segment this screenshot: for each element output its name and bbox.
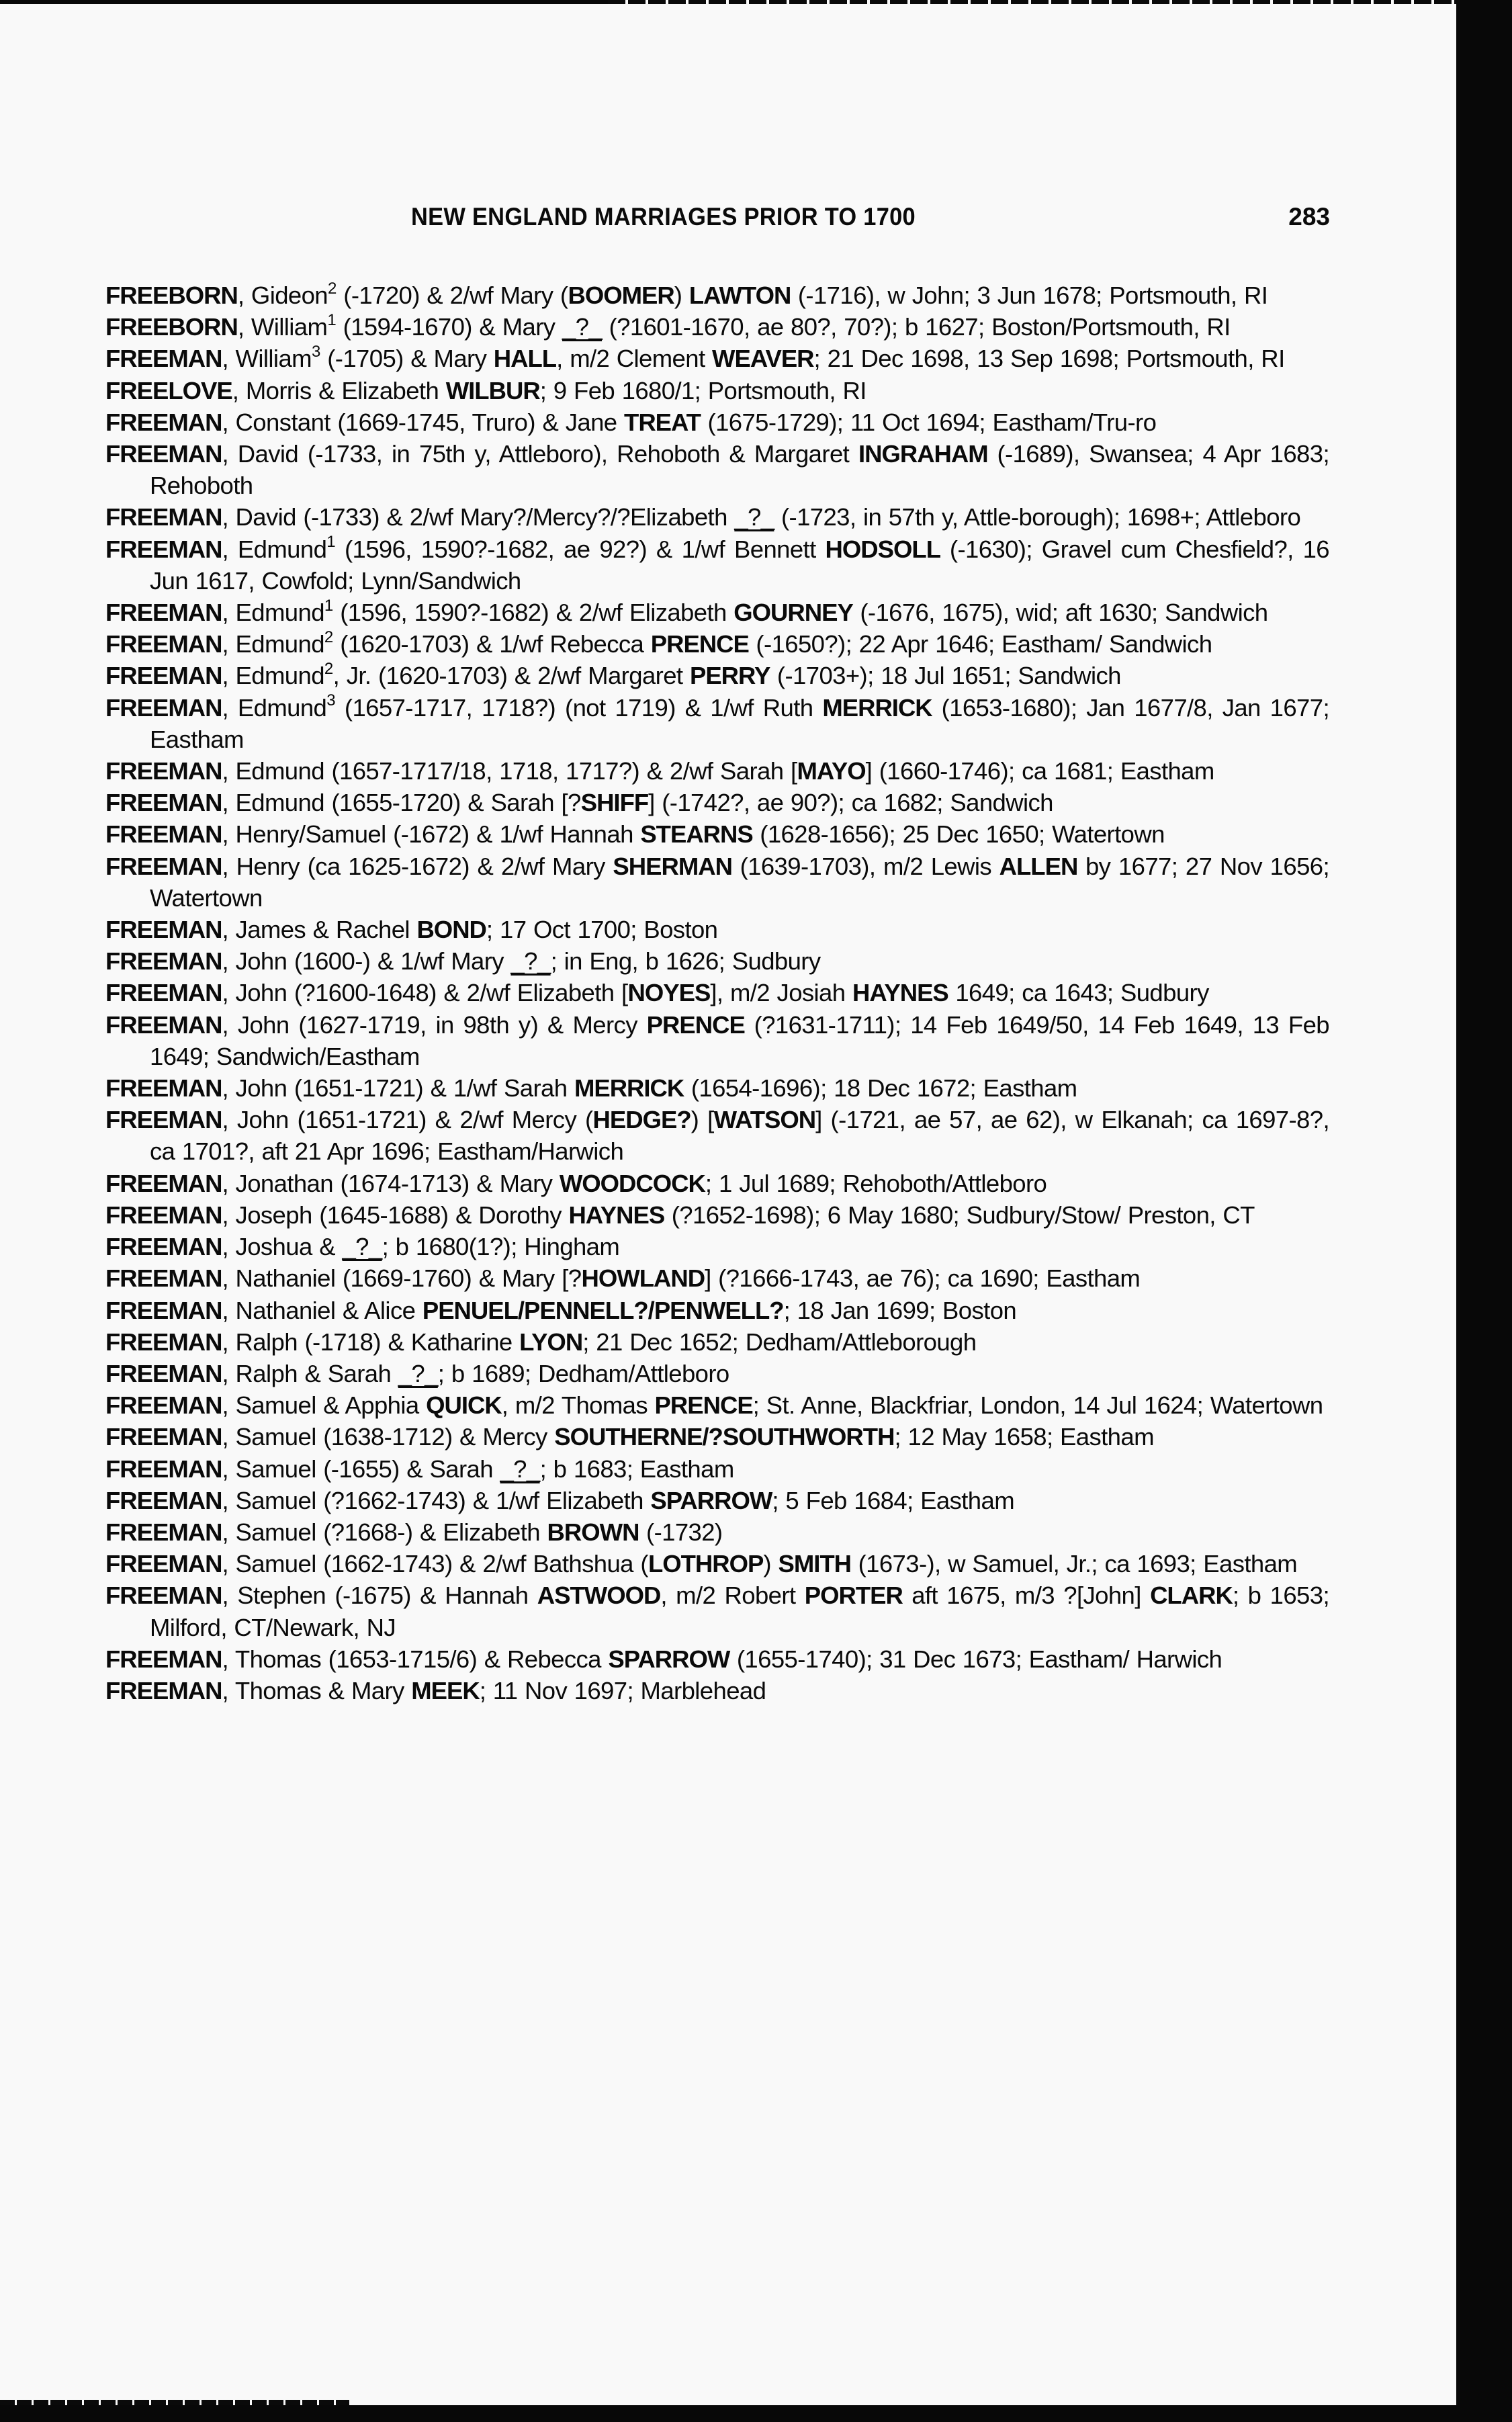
entry-text: ], m/2 Josiah xyxy=(710,979,853,1007)
spouse-surname: SPARROW xyxy=(650,1486,772,1514)
scan-top-edge xyxy=(608,0,1456,4)
generation-number: 2 xyxy=(324,660,333,679)
entry-surname: FREEMAN xyxy=(105,1169,222,1197)
entry-text: , James & Rachel xyxy=(222,916,417,944)
entry-surname: FREEBORN xyxy=(105,282,238,309)
entry-text: ) xyxy=(763,1550,779,1578)
entry-text: ; 9 Feb 1680/1; Portsmouth, RI xyxy=(539,376,866,404)
entry-surname: FREEMAN xyxy=(105,1201,222,1229)
entry-text: (1675-1729); 11 Oct 1694; Eastham/Tru-ro xyxy=(700,408,1157,436)
entry-surname: FREEMAN xyxy=(105,1455,222,1483)
generation-number: 1 xyxy=(326,533,336,552)
entry-surname: FREEMAN xyxy=(105,1518,222,1546)
entry-surname: FREEMAN xyxy=(105,345,222,373)
entry-text: , m/2 Robert xyxy=(660,1582,805,1610)
marriage-entry xyxy=(105,597,1329,628)
marriage-entry xyxy=(105,1421,1329,1453)
entry-surname: FREEMAN xyxy=(105,916,222,944)
entry-text: ; 5 Feb 1684; Eastham xyxy=(772,1486,1015,1514)
entry-text: , Nathaniel & Alice xyxy=(222,1296,423,1324)
entry-surname: FREEMAN xyxy=(105,1391,222,1420)
spouse-surname: LAWTON xyxy=(688,282,791,309)
entry-text: (-1732) xyxy=(639,1518,723,1546)
spouse-surname: WATSON xyxy=(713,1106,816,1134)
spouse-surname: MAYO xyxy=(797,757,866,785)
marriage-entry xyxy=(105,755,1329,787)
entry-text: , John (1600-) & 1/wf Mary xyxy=(222,947,511,976)
entry-text: ) [ xyxy=(691,1106,714,1134)
generation-number: 3 xyxy=(311,343,320,361)
entry-surname: FREEMAN xyxy=(105,1264,222,1293)
spouse-surname: GOURNEY xyxy=(733,599,853,627)
marriage-entry xyxy=(105,851,1329,914)
scan-bottom-edge xyxy=(0,2400,349,2405)
marriage-entry xyxy=(105,1072,1329,1104)
marriage-entry xyxy=(105,375,1329,406)
marriage-entry xyxy=(105,501,1329,533)
generation-number: 3 xyxy=(326,691,336,710)
entry-text: (1620-1703) & 1/wf Rebecca xyxy=(332,630,651,658)
entry-text: ; b 1680(1?); Hingham xyxy=(382,1233,620,1261)
entry-text: (1655-1740); 31 Dec 1673; Eastham/ Harwich xyxy=(729,1645,1222,1673)
entry-text: ; in Eng, b 1626; Sudbury xyxy=(550,947,821,976)
entry-text: (-1705) & Mary xyxy=(320,345,494,373)
entry-surname: FREEMAN xyxy=(105,599,222,627)
marriage-entry xyxy=(105,279,1329,311)
entry-text: ] (?1666-1743, ae 76); ca 1690; Eastham xyxy=(705,1264,1141,1293)
entry-text: , Henry (ca 1625-1672) & 2/wf Mary xyxy=(222,852,613,880)
marriage-entry xyxy=(105,1104,1329,1167)
entry-text: (-1723, in 57th y, Attle-borough); 1698+; Attleboro xyxy=(774,503,1301,531)
entry-surname: FREEMAN xyxy=(105,852,222,880)
entry-surname: FREEMAN xyxy=(105,408,222,436)
spouse-surname: MEEK xyxy=(411,1676,480,1704)
running-head xyxy=(105,203,1330,236)
entry-text: (-1676, 1675), wid; aft 1630; Sandwich xyxy=(852,599,1268,627)
entry-text: , Jr. (1620-1703) & 2/wf Margaret xyxy=(332,662,690,690)
entry-text: (-1716), w John; 3 Jun 1678; Portsmouth, RI xyxy=(791,282,1268,309)
entry-text: (1657-1717, 1718?) (not 1719) & 1/wf Ruth xyxy=(335,693,823,722)
marriage-entry xyxy=(105,343,1329,374)
marriage-entry xyxy=(105,1485,1329,1516)
spouse-surname: PENUEL/PENNELL?/PENWELL? xyxy=(422,1296,784,1324)
entry-text: (-1703+); 18 Jul 1651; Sandwich xyxy=(770,662,1121,690)
entry-text: ; 12 May 1658; Eastham xyxy=(894,1423,1154,1451)
spouse-surname: WOODCOCK xyxy=(559,1169,705,1197)
entry-text: , Edmund xyxy=(222,693,327,722)
spouse-surname: PRENCE xyxy=(654,1391,753,1420)
entry-text: , William xyxy=(222,345,312,373)
generation-number: 1 xyxy=(324,596,333,615)
entry-text: (-1650?); 22 Apr 1646; Eastham/ Sandwich xyxy=(748,630,1212,658)
entry-text: , William xyxy=(237,313,328,341)
spouse-surname: HALL xyxy=(493,345,557,373)
spouse-surname: PRENCE xyxy=(646,1010,745,1039)
entry-text: (1628-1656); 25 Dec 1650; Watertown xyxy=(752,820,1165,849)
entry-text: , Ralph (-1718) & Katharine xyxy=(222,1328,520,1356)
entry-text: , Constant (1669-1745, Truro) & Jane xyxy=(222,408,625,436)
spouse-surname: LOTHROP xyxy=(648,1550,764,1578)
entry-text: , Samuel (1662-1743) & 2/wf Bathshua ( xyxy=(222,1550,648,1578)
entry-text: ; 18 Jan 1699; Boston xyxy=(783,1296,1017,1324)
running-title: NEW ENGLAND MARRIAGES PRIOR TO 1700 xyxy=(411,203,916,230)
entry-surname: FREEMAN xyxy=(105,1010,222,1039)
entry-text: ; b 1653; Milford, CT/Newark, NJ xyxy=(150,1582,1329,1641)
entry-surname: FREEMAN xyxy=(105,789,222,817)
entry-text: , John (?1600-1648) & 2/wf Elizabeth [ xyxy=(222,979,628,1007)
entry-surname: FREEMAN xyxy=(105,535,222,563)
entry-text: , John (1651-1721) & 2/wf Mercy ( xyxy=(222,1106,593,1134)
unknown-surname-blank: _?_ xyxy=(500,1455,540,1483)
entry-text: , David (-1733, in 75th y, Attleboro), Rehoboth & Margaret xyxy=(222,440,858,468)
entry-text: , Ralph & Sarah xyxy=(222,1359,398,1387)
marriage-entry xyxy=(105,1262,1329,1294)
marriage-entry xyxy=(105,1009,1329,1072)
spouse-surname: LYON xyxy=(519,1328,583,1356)
entry-text: , Edmund xyxy=(222,599,324,627)
entry-text: (-1630); Gravel cum Chesfield?, 16 Jun 1617, Cowfold; Lynn/Sandwich xyxy=(150,535,1329,595)
unknown-surname-blank: _?_ xyxy=(510,947,551,976)
entry-text: ] (-1721, ae 57, ae 62), w Elkanah; ca 1697-8?, ca 1701?, aft 21 Apr 1696; Eastham/Harwich xyxy=(150,1106,1329,1166)
spouse-surname: BOOMER xyxy=(568,282,674,309)
marriage-entry xyxy=(105,914,1329,945)
entry-text: (-1720) & 2/wf Mary ( xyxy=(336,282,568,309)
entry-surname: FREEMAN xyxy=(105,440,222,468)
generation-number: 1 xyxy=(327,311,337,330)
marriage-entry xyxy=(105,660,1329,691)
entry-text: , John (1627-1719, in 98th y) & Mercy xyxy=(222,1010,647,1039)
marriage-entry xyxy=(105,787,1329,818)
spouse-surname: PRENCE xyxy=(650,630,749,658)
entry-surname: FREEMAN xyxy=(105,947,222,976)
entry-surname: FREEMAN xyxy=(105,820,222,849)
entry-text: (1654-1696); 18 Dec 1672; Eastham xyxy=(684,1074,1077,1102)
spouse-surname: WEAVER xyxy=(712,345,814,373)
spouse-surname: PERRY xyxy=(689,662,770,690)
spouse-surname: HEDGE? xyxy=(592,1106,691,1134)
unknown-surname-blank: _?_ xyxy=(562,313,603,341)
book-page xyxy=(0,4,1456,2405)
entry-surname: FREEMAN xyxy=(105,1328,222,1356)
entry-text: ; 1 Jul 1689; Rehoboth/Attleboro xyxy=(705,1169,1047,1197)
entry-text: , Henry/Samuel (-1672) & 1/wf Hannah xyxy=(222,820,641,849)
spouse-surname: ALLEN xyxy=(999,852,1078,880)
spouse-surname: INGRAHAM xyxy=(858,440,988,468)
marriage-entry xyxy=(105,1168,1329,1199)
entry-text: aft 1675, m/3 ?[John] xyxy=(902,1582,1151,1610)
spouse-surname: SPARROW xyxy=(608,1645,730,1673)
entry-surname: FREEBORN xyxy=(105,313,238,341)
spouse-surname: BOND xyxy=(416,916,486,944)
entry-text: (1673-), w Samuel, Jr.; ca 1693; Eastham xyxy=(851,1550,1298,1578)
spouse-surname: WILBUR xyxy=(445,376,540,404)
entry-text: ; b 1683; Eastham xyxy=(539,1455,734,1483)
entry-surname: FREEMAN xyxy=(105,1423,222,1451)
generation-number: 2 xyxy=(324,628,333,647)
entry-text: , Samuel (?1668-) & Elizabeth xyxy=(222,1518,547,1546)
entry-text: , Joshua & xyxy=(222,1233,343,1261)
marriage-entry xyxy=(105,438,1329,501)
marriage-entry xyxy=(105,406,1329,438)
spouse-surname: NOYES xyxy=(627,979,711,1007)
spouse-surname: PORTER xyxy=(804,1582,903,1610)
marriage-entry xyxy=(105,1295,1329,1326)
marriage-entry xyxy=(105,1675,1329,1706)
entry-surname: FREEMAN xyxy=(105,693,222,722)
entry-surname: FREEMAN xyxy=(105,1359,222,1387)
page-number: 283 xyxy=(1288,203,1330,230)
entry-surname: FREEMAN xyxy=(105,757,222,785)
entry-text: ; 17 Oct 1700; Boston xyxy=(486,916,718,944)
entry-text: ] (-1742?, ae 90?); ca 1682; Sandwich xyxy=(648,789,1053,817)
spouse-surname: SOUTHERNE/?SOUTHWORTH xyxy=(554,1423,895,1451)
entry-text: (1596, 1590?-1682) & 2/wf Elizabeth xyxy=(332,599,734,627)
entry-surname: FREEMAN xyxy=(105,1676,222,1704)
marriage-entry xyxy=(105,1358,1329,1389)
spouse-surname: SHIFF xyxy=(580,789,649,817)
marriage-entry xyxy=(105,1231,1329,1262)
entry-text: (?1631-1711); 14 Feb 1649/50, 14 Feb 1649, 13 Feb 1649; Sandwich/Eastham xyxy=(150,1010,1329,1070)
marriage-entry xyxy=(105,1548,1329,1580)
entry-surname: FREEMAN xyxy=(105,1233,222,1261)
entry-surname: FREEMAN xyxy=(105,503,222,531)
entry-text: , Samuel (?1662-1743) & 1/wf Elizabeth xyxy=(222,1486,651,1514)
entry-text: ; 21 Dec 1698, 13 Sep 1698; Portsmouth, RI xyxy=(813,345,1285,373)
marriage-entry xyxy=(105,1326,1329,1358)
entry-text: ; 21 Dec 1652; Dedham/Attleborough xyxy=(582,1328,977,1356)
spouse-surname: HAYNES xyxy=(852,979,948,1007)
unknown-surname-blank: _?_ xyxy=(734,503,774,531)
marriage-entry xyxy=(105,628,1329,660)
spouse-surname: SHERMAN xyxy=(613,852,732,880)
entry-text: , Edmund (1657-1717/18, 1718, 1717?) & 2/wf Sarah [ xyxy=(222,757,797,785)
entry-text: (1596, 1590?-1682, ae 92?) & 1/wf Bennett xyxy=(335,535,826,563)
entry-text: , Joseph (1645-1688) & Dorothy xyxy=(222,1201,569,1229)
entry-text: (1639-1703), m/2 Lewis xyxy=(731,852,999,880)
entry-text: , Nathaniel (1669-1760) & Mary [? xyxy=(222,1264,582,1293)
entry-text: , m/2 Thomas xyxy=(501,1391,655,1420)
marriage-entry xyxy=(105,692,1329,755)
entry-text: (1653-1680); Jan 1677/8, Jan 1677; Eastham xyxy=(150,693,1329,753)
marriage-entry xyxy=(105,818,1329,850)
spouse-surname: CLARK xyxy=(1150,1582,1233,1610)
entry-surname: FREEMAN xyxy=(105,630,222,658)
entry-text: , Edmund xyxy=(222,630,324,658)
entry-text: , Stephen (-1675) & Hannah xyxy=(222,1582,537,1610)
spouse-surname: HOWLAND xyxy=(581,1264,705,1293)
marriage-entry xyxy=(105,1199,1329,1231)
entry-text: by 1677; 27 Nov 1656; Watertown xyxy=(150,852,1330,912)
entry-surname: FREEMAN xyxy=(105,1582,222,1610)
entry-text: ; St. Anne, Blackfriar, London, 14 Jul 1624; Watertown xyxy=(752,1391,1323,1420)
entry-text: (1594-1670) & Mary xyxy=(336,313,562,341)
marriage-entry xyxy=(105,1580,1329,1643)
entry-text: , Samuel (-1655) & Sarah xyxy=(222,1455,500,1483)
spouse-surname: MERRICK xyxy=(574,1074,684,1102)
entry-text: ; b 1689; Dedham/Attleboro xyxy=(437,1359,729,1387)
marriage-entry xyxy=(105,977,1329,1008)
generation-number: 2 xyxy=(328,279,337,298)
marriage-entries-list xyxy=(105,279,1329,1706)
spouse-surname: ASTWOOD xyxy=(537,1582,661,1610)
entry-text: , Edmund xyxy=(222,662,324,690)
marriage-entry xyxy=(105,945,1329,977)
entry-text: (?1601-1670, ae 80?, 70?); b 1627; Boston/Portsmouth, RI xyxy=(602,313,1231,341)
entry-text: ; 11 Nov 1697; Marblehead xyxy=(479,1676,766,1704)
entry-text: , Thomas & Mary xyxy=(222,1676,412,1704)
entry-surname: FREEMAN xyxy=(105,979,222,1007)
spouse-surname: BROWN xyxy=(547,1518,639,1546)
entry-surname: FREEMAN xyxy=(105,1106,222,1134)
entry-surname: FREEMAN xyxy=(105,662,222,690)
marriage-entry xyxy=(105,311,1329,343)
unknown-surname-blank: _?_ xyxy=(398,1359,438,1387)
entry-text: , Edmund xyxy=(222,535,327,563)
entry-text: , David (-1733) & 2/wf Mary?/Mercy?/?Elizabeth xyxy=(222,503,735,531)
entry-surname: FREEMAN xyxy=(105,1074,222,1102)
unknown-surname-blank: _?_ xyxy=(342,1233,382,1261)
spouse-surname: MERRICK xyxy=(822,693,932,722)
entry-text: , Samuel (1638-1712) & Mercy xyxy=(222,1423,555,1451)
entry-text: , m/2 Clement xyxy=(556,345,713,373)
entry-text: 1649; ca 1643; Sudbury xyxy=(948,979,1209,1007)
entry-text: , John (1651-1721) & 1/wf Sarah xyxy=(222,1074,574,1102)
spouse-surname: QUICK xyxy=(426,1391,502,1420)
spouse-surname: HAYNES xyxy=(568,1201,665,1229)
spouse-surname: STEARNS xyxy=(640,820,753,849)
marriage-entry xyxy=(105,1643,1329,1675)
spouse-surname: SMITH xyxy=(778,1550,852,1578)
entry-surname: FREELOVE xyxy=(105,376,232,404)
entry-text: ) xyxy=(674,282,689,309)
spouse-surname: TREAT xyxy=(624,408,701,436)
entry-surname: FREEMAN xyxy=(105,1296,222,1324)
marriage-entry xyxy=(105,533,1329,597)
spouse-surname: HODSOLL xyxy=(825,535,940,563)
entry-text: (-1689), Swansea; 4 Apr 1683; Rehoboth xyxy=(150,440,1329,500)
entry-surname: FREEMAN xyxy=(105,1550,222,1578)
entry-text: , Edmund (1655-1720) & Sarah [? xyxy=(222,789,581,817)
entry-text: , Morris & Elizabeth xyxy=(232,376,446,404)
marriage-entry xyxy=(105,1389,1329,1421)
entry-text: , Thomas (1653-1715/6) & Rebecca xyxy=(222,1645,609,1673)
entry-text: , Jonathan (1674-1713) & Mary xyxy=(222,1169,560,1197)
entry-text: , Gideon xyxy=(237,282,328,309)
marriage-entry xyxy=(105,1453,1329,1485)
marriage-entry xyxy=(105,1516,1329,1548)
entry-text: , Samuel & Apphia xyxy=(222,1391,427,1420)
entry-surname: FREEMAN xyxy=(105,1645,222,1673)
entry-surname: FREEMAN xyxy=(105,1486,222,1514)
entry-text: (?1652-1698); 6 May 1680; Sudbury/Stow/ Preston, CT xyxy=(664,1201,1255,1229)
entry-text: ] (1660-1746); ca 1681; Eastham xyxy=(865,757,1214,785)
